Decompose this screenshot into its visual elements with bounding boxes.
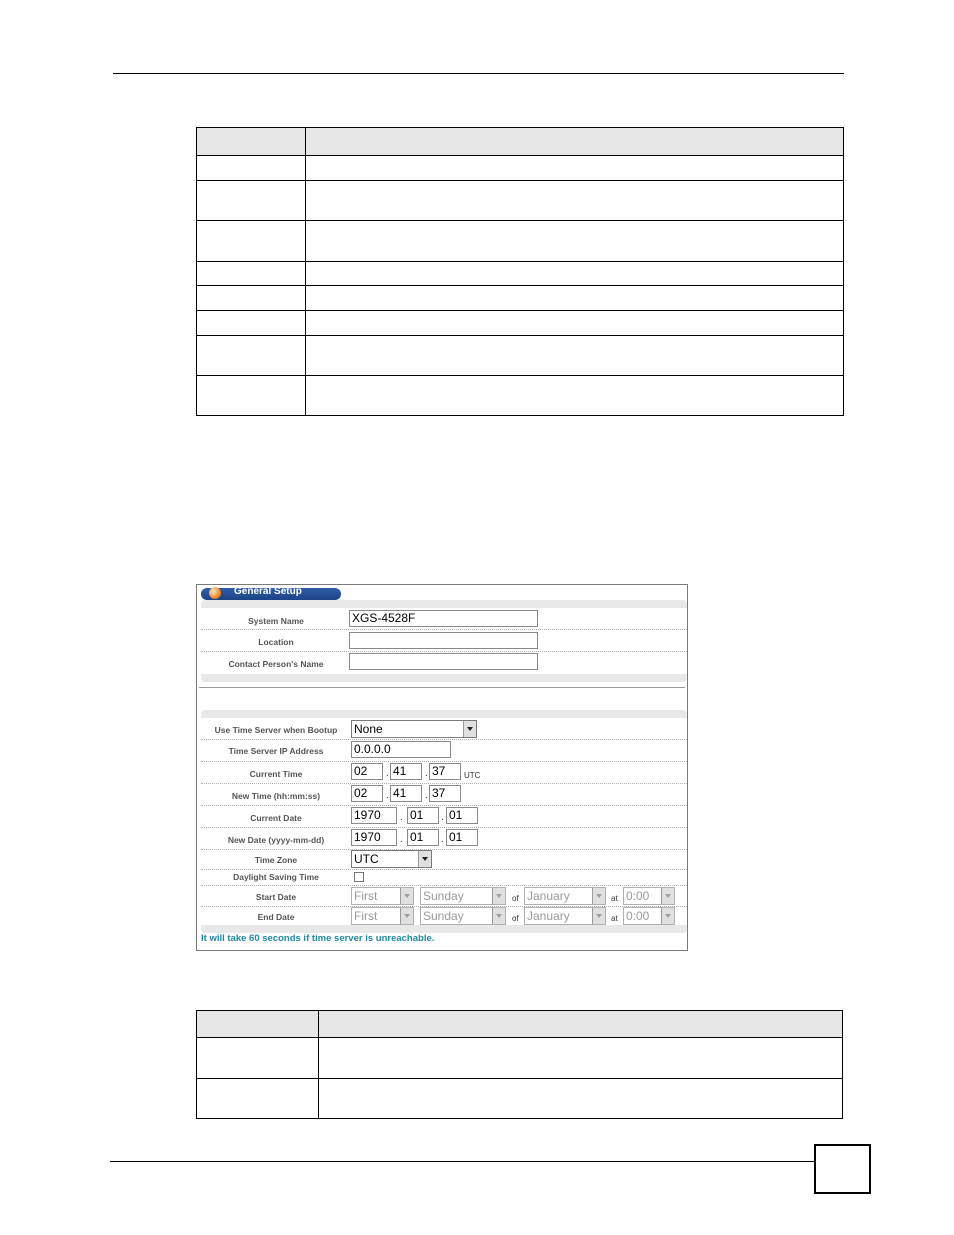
current-time-minute-input[interactable]: 41 [390, 763, 422, 780]
chevron-down-icon [661, 908, 674, 924]
section-separator [199, 687, 685, 688]
current-date-label: Current Date [250, 813, 302, 823]
time-zone-label: Time Zone [254, 855, 298, 865]
contact-label: Contact Person's Name [228, 659, 324, 669]
time-server-protocol-value: None [354, 722, 383, 736]
chevron-down-icon [592, 888, 605, 904]
row-current-date [201, 806, 687, 828]
end-month-value: January [527, 909, 570, 923]
end-day-value: Sunday [423, 909, 464, 923]
row-new-time [201, 784, 687, 806]
new-date-month-input[interactable]: 01 [407, 829, 439, 846]
chevron-down-icon [400, 888, 413, 904]
end-time-value: 0:00 [626, 909, 650, 923]
chevron-down-icon [492, 908, 505, 924]
new-time-label: New Time (hh:mm:ss) [231, 791, 321, 801]
start-time-select[interactable] [623, 887, 675, 905]
utc-unit-label: UTC [464, 771, 481, 780]
system-name-input[interactable]: XGS-4528F [349, 610, 538, 627]
row-time-server-ip [201, 740, 687, 762]
current-date-year-input[interactable]: 1970 [351, 807, 397, 824]
time-zone-select[interactable] [351, 850, 432, 868]
current-time-label: Current Time [249, 769, 303, 779]
of-label: of [512, 914, 519, 923]
current-time-hour-input[interactable]: 02 [351, 763, 383, 780]
time-separator: . [425, 768, 428, 779]
row-use-time-server [201, 718, 687, 740]
time-separator: . [386, 790, 389, 801]
row-dst [201, 870, 687, 886]
start-month-value: January [527, 889, 570, 903]
time-section-band-bottom [201, 925, 687, 933]
use-time-server-label: Use Time Server when Bootup [214, 725, 338, 735]
timeout-note: It will take 60 seconds if time server is unreachable. [201, 933, 435, 944]
date-separator: . [400, 812, 403, 823]
lower-table [196, 1010, 843, 1119]
time-separator: . [425, 790, 428, 801]
start-day-value: Sunday [423, 889, 464, 903]
row-system-name [201, 608, 687, 630]
new-date-day-input[interactable]: 01 [446, 829, 478, 846]
end-day-select[interactable] [420, 907, 506, 925]
time-server-ip-label: Time Server IP Address [228, 746, 324, 756]
dst-checkbox[interactable] [354, 872, 364, 882]
end-week-select[interactable] [351, 907, 414, 925]
general-setup-panel [196, 584, 688, 951]
page-header-rule [113, 73, 844, 74]
row-end-date [201, 906, 687, 926]
end-month-select[interactable] [524, 907, 606, 925]
start-week-select[interactable] [351, 887, 414, 905]
start-week-value: First [354, 889, 378, 903]
new-time-second-input[interactable]: 37 [429, 785, 461, 802]
row-contact [201, 652, 687, 673]
current-time-second-input[interactable]: 37 [429, 763, 461, 780]
system-name-label: System Name [248, 616, 304, 626]
current-date-day-input[interactable]: 01 [446, 807, 478, 824]
current-date-month-input[interactable]: 01 [407, 807, 439, 824]
page-number-box [814, 1144, 871, 1194]
time-zone-value: UTC [354, 852, 379, 866]
dst-label: Daylight Saving Time [233, 872, 319, 882]
time-separator: . [386, 768, 389, 779]
location-label: Location [258, 637, 294, 647]
row-new-date [201, 828, 687, 850]
end-time-select[interactable] [623, 907, 675, 925]
chevron-down-icon [592, 908, 605, 924]
new-time-hour-input[interactable]: 02 [351, 785, 383, 802]
date-separator: . [441, 812, 444, 823]
chevron-down-icon [661, 888, 674, 904]
end-date-label: End Date [257, 912, 295, 922]
start-time-value: 0:00 [626, 889, 650, 903]
date-separator: . [441, 834, 444, 845]
page-footer-rule [110, 1161, 814, 1162]
start-date-label: Start Date [255, 892, 297, 902]
chevron-down-icon [418, 851, 431, 867]
end-week-value: First [354, 909, 378, 923]
time-server-protocol-select[interactable] [351, 720, 477, 738]
row-time-zone [201, 850, 687, 870]
row-current-time [201, 762, 687, 784]
of-label: of [512, 894, 519, 903]
time-section-band [201, 710, 687, 718]
row-start-date [201, 886, 687, 907]
new-date-label: New Date (yyyy-mm-dd) [227, 835, 325, 845]
chevron-down-icon [492, 888, 505, 904]
start-day-select[interactable] [420, 887, 506, 905]
time-server-ip-input[interactable]: 0.0.0.0 [351, 741, 451, 758]
at-label: at [611, 894, 618, 903]
panel-title: General Setup [234, 586, 302, 597]
row-location [201, 630, 687, 652]
section-band-top [201, 600, 687, 608]
contact-input[interactable] [349, 653, 538, 670]
new-time-minute-input[interactable]: 41 [390, 785, 422, 802]
new-date-year-input[interactable]: 1970 [351, 829, 397, 846]
date-separator: . [400, 834, 403, 845]
orb-icon [209, 587, 221, 599]
upper-table [196, 127, 844, 416]
at-label: at [611, 914, 618, 923]
section-band-bottom [201, 674, 687, 682]
start-month-select[interactable] [524, 887, 606, 905]
chevron-down-icon [463, 721, 476, 737]
location-input[interactable] [349, 632, 538, 649]
chevron-down-icon [400, 908, 413, 924]
